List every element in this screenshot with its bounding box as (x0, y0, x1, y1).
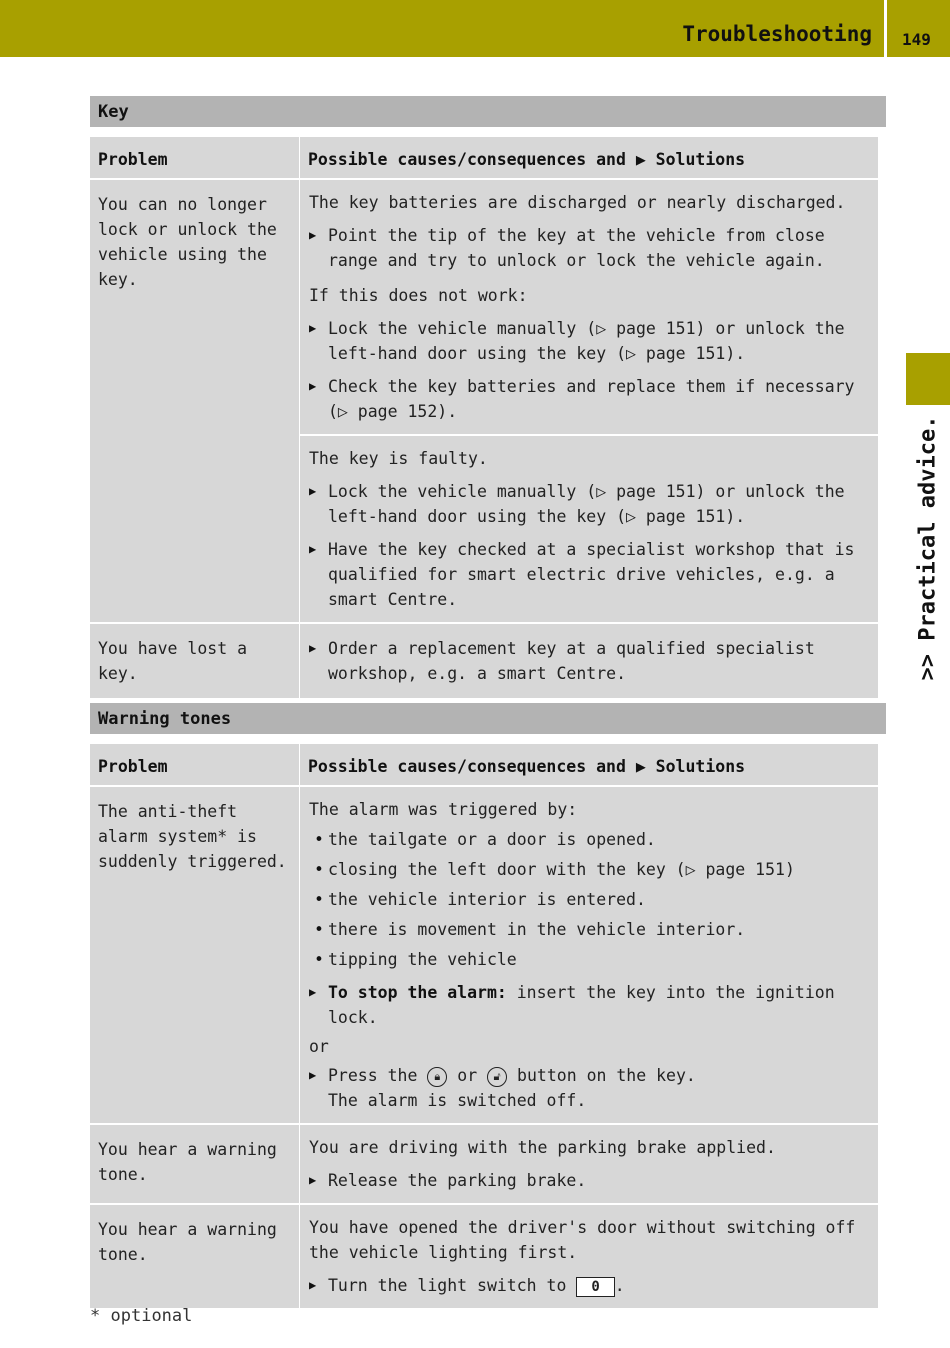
page-number: 149 (902, 30, 931, 49)
cause-text: You are driving with the parking brake applied. (309, 1138, 776, 1157)
step-bold-label: To stop the alarm: (328, 983, 507, 1002)
table-row (90, 787, 886, 1125)
warning-table-title: Warning tones (90, 703, 886, 734)
list-item: • the tailgate or a door is opened. (309, 827, 870, 852)
or-text: or (309, 1037, 329, 1056)
solution-step (309, 1273, 870, 1298)
footnote-text: optional (110, 1306, 193, 1326)
cause-text: You have opened the driver's door without switching off the vehicle lighting first. (309, 1218, 856, 1262)
solution-step: ▶ Release the parking brake. (309, 1168, 870, 1193)
step-text: or (447, 1066, 488, 1085)
solutions-cell (300, 1205, 878, 1308)
list-item: • tipping the vehicle (309, 947, 870, 972)
header-bar (0, 0, 950, 57)
warning-tones-table (90, 703, 886, 1308)
lock-button-icon: 🔒︎ (427, 1067, 447, 1087)
side-tab-label: >> Practical advice. (915, 415, 941, 681)
step-text: insert the key into the ignition lock. (328, 983, 835, 1027)
step-text: Turn the light switch to (328, 1276, 577, 1295)
unlock-button-icon: 🔓︎ (487, 1067, 507, 1087)
problem-cell: You have lost a key. (90, 624, 299, 698)
step-text: . (614, 1276, 625, 1295)
cause-block (300, 1125, 878, 1203)
solution-step: ▶ Lock the vehicle manually (▷ page 151) or unlock the left-hand door using the key (▷ page 151). (309, 479, 870, 529)
solution-step: ▶ Check the key batteries and replace them if necessary (▷ page 152). (309, 374, 870, 424)
cause-block (300, 624, 878, 696)
solution-step (309, 1063, 870, 1088)
cause-block (300, 787, 878, 1123)
solutions-cell (300, 787, 878, 1123)
column-header-problem: Problem (90, 744, 299, 785)
solutions-cell (300, 1125, 878, 1203)
list-item: • the vehicle interior is entered. (309, 887, 870, 912)
cause-block (300, 434, 878, 622)
solutions-cell (300, 624, 878, 698)
header-divider (884, 0, 887, 57)
step-text: button on the key. (507, 1066, 696, 1085)
problem-cell: The anti-theft alarm system* is suddenly triggered. (90, 787, 299, 1123)
light-switch-position: 0 (576, 1277, 614, 1297)
step-text: Press the (328, 1066, 428, 1085)
table-row (90, 1205, 886, 1308)
table-row (90, 1125, 886, 1205)
cause-block (300, 1205, 878, 1308)
solution-step (309, 980, 870, 1030)
cause-text: The key is faulty. (309, 449, 488, 468)
column-header-solutions: Possible causes/consequences and ▶ Solutions (300, 744, 878, 785)
section-title: Troubleshooting (682, 22, 872, 46)
solution-step: ▶ Have the key checked at a specialist workshop that is qualified for smart electric drive vehicles, e.g. a smart Centre. (309, 537, 870, 612)
note-text: If this does not work: (309, 286, 528, 305)
table-row (90, 180, 886, 624)
key-table-title: Key (90, 96, 886, 127)
solutions-cell (300, 180, 878, 622)
problem-cell: You can no longer lock or unlock the vehicle using the key. (90, 180, 299, 622)
side-tab-marker (906, 353, 950, 405)
column-header-problem: Problem (90, 137, 299, 178)
list-item: • closing the left door with the key (▷ page 151) (309, 857, 870, 882)
warning-table-header (90, 744, 886, 787)
list-item: • there is movement in the vehicle interior. (309, 917, 870, 942)
key-table (90, 96, 886, 698)
solution-step: ▶ Order a replacement key at a qualified specialist workshop, e.g. a smart Centre. (309, 636, 870, 686)
solution-step: ▶ Lock the vehicle manually (▷ page 151) or unlock the left-hand door using the key (▷ page 151). (309, 316, 870, 366)
column-header-solutions: Possible causes/consequences and ▶ Solutions (300, 137, 878, 178)
problem-cell: You hear a warning tone. (90, 1125, 299, 1203)
footnote-mark: * (90, 1306, 101, 1326)
table-row (90, 624, 886, 698)
solution-step: ▶ Point the tip of the key at the vehicle from close range and try to unlock or lock the vehicle again. (309, 223, 870, 273)
problem-cell: You hear a warning tone. (90, 1205, 299, 1308)
result-text: The alarm is switched off. (328, 1091, 587, 1110)
cause-text: The alarm was triggered by: (309, 800, 578, 819)
side-tab-label-wrap (906, 415, 950, 681)
footnote (90, 1306, 192, 1326)
cause-text: The key batteries are discharged or nearly discharged. (309, 193, 846, 212)
key-table-header (90, 137, 886, 180)
cause-block (300, 180, 878, 434)
